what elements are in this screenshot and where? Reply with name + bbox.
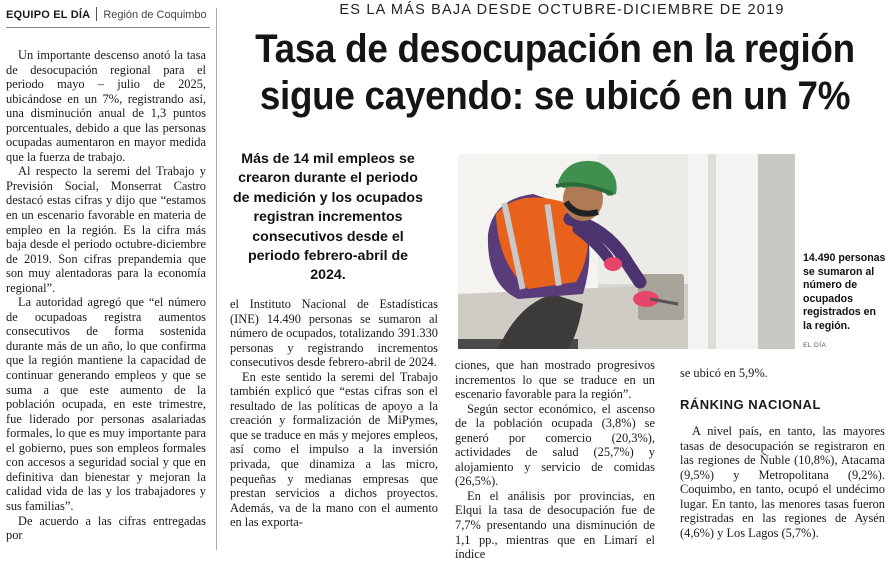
photo-caption: 14.490 personas se sumaron al número de ocupados registrados en la región.: [803, 252, 886, 332]
kicker: ES LA MÁS BAJA DESDE OCTUBRE-DICIEMBRE DE 2019: [339, 2, 785, 18]
column-4-paragraph-1: se ubicó en 5,9%.: [680, 366, 768, 380]
column-1-paragraph-3: La autoridad agregó que “el número de ocupadoas registra aumentos consecutivos de forma sostenida durante más de un año, lo que confirma que la región mantiene la capacidad de continuar generando empleos y que se suma a que este aumento de la población ocupada, en este trimestre, fue liderado por personas asalariadas formales, lo que es muy importante para el gobierno, pues son empleos formales con accesos a seguridad social y que en definitiva dan bienestar y mejoran la calidad vida de las y los trabajadores y sus familias”.: [6, 295, 206, 513]
headline-line-1: Tasa de desocupación en la región: [255, 27, 855, 71]
column-2-paragraph-1: el Instituto Nacional de Estadísticas (INE) 14.490 personas se sumaron al número de ocupados, totalizando 391.330 personas y registrando incrementos consecutivos desde febrero-abril de 2024.: [230, 297, 438, 370]
column-1-paragraph-2: Al respecto la seremi del Trabajo y Previsión Social, Monserrat Castro destacó estas cifras y dijo que “estamos en un escenario favorable en materia de empleo en la región. Es la cifra más baja desde el periodo octubre-diciembre de 2019. Son cifras prepandemia que son muy alentadoras para la economía regional”.: [6, 164, 206, 295]
byline-separator: [96, 7, 97, 21]
photo-credit: EL DÍA: [803, 342, 827, 349]
column-4-continued: [680, 424, 885, 540]
headline: [249, 26, 862, 120]
subhead-ranking: RÁNKING NACIONAL: [680, 397, 821, 412]
column-1-paragraph-4: De acuerdo a las cifras entregadas por: [6, 513, 206, 543]
byline: [6, 7, 210, 28]
column-2: [230, 297, 438, 530]
headline-line-2: sigue cayendo: se ubicó en un 7%: [259, 74, 851, 118]
column-4-paragraph-2: A nivel país, en tanto, las mayores tasas de desocupación se registraron en las regiones de Ñuble (10,8%), Atacama (9,5%) y Metropolitana (9,2%). Coquimbo, en tanto, ocupó el undécimo lugar. En tanto, las menores tasas fueron registradas en las regiones de Aysén (4,6%) y Los Lagos (5,7%).: [680, 424, 885, 540]
column-rule: [216, 8, 217, 550]
column-3-paragraph-2: Según sector económico, el ascenso de la población ocupada (3,8%) se generó por comercio (20,3%), actividades de salud (25,7%) y alojamiento y servicio de comidas (26,5%).: [455, 401, 655, 489]
column-3: [455, 358, 655, 562]
article-photo: [458, 154, 795, 349]
byline-region: Región de Coquimbo: [103, 9, 207, 21]
deck: Más de 14 mil empleos se crearon durante el periodo de medición y los ocupados registran incrementos consecutivos desde el periodo febrero-abril de 2024.: [233, 151, 423, 284]
column-1: [6, 48, 206, 543]
worker-illustration: [458, 154, 795, 349]
column-4: [680, 366, 885, 381]
column-3-paragraph-1: ciones, que han mostrado progresivos incrementos lo que se traduce en un escenario favorable para la región”.: [455, 358, 655, 402]
column-1-paragraph-1: Un importante descenso anotó la tasa de desocupación regional para el periodo mayo – julio de 2025, ubicándose en un 7%, registrando así, una disminución anual de 1,3 puntos porcentuales, debido a que las personas ocupadas aumentaron en mayor medida que la fuerza de trabajo.: [6, 48, 206, 164]
column-2-paragraph-2: En este sentido la seremi del Trabajo también explicó que “estas cifras son el resultado de las políticas de apoyo a la creación y formalización de MiPymes, que se traduce en más y mejores empleos, así como el impulso a la inversión privada, que dinamiza a las micro, pequeñas y medianas empresas que prestan servicios a dichos proyectos. Además, va de la mano con el aumento en las exporta-: [230, 369, 438, 530]
column-3-paragraph-3: En el análisis por provincias, en Elqui la tasa de desocupación fue de 7,7% presentando una disminución de 1,1 pp., mientras que en Limarí el índice: [455, 488, 655, 562]
byline-author: EQUIPO EL DÍA: [6, 9, 91, 21]
